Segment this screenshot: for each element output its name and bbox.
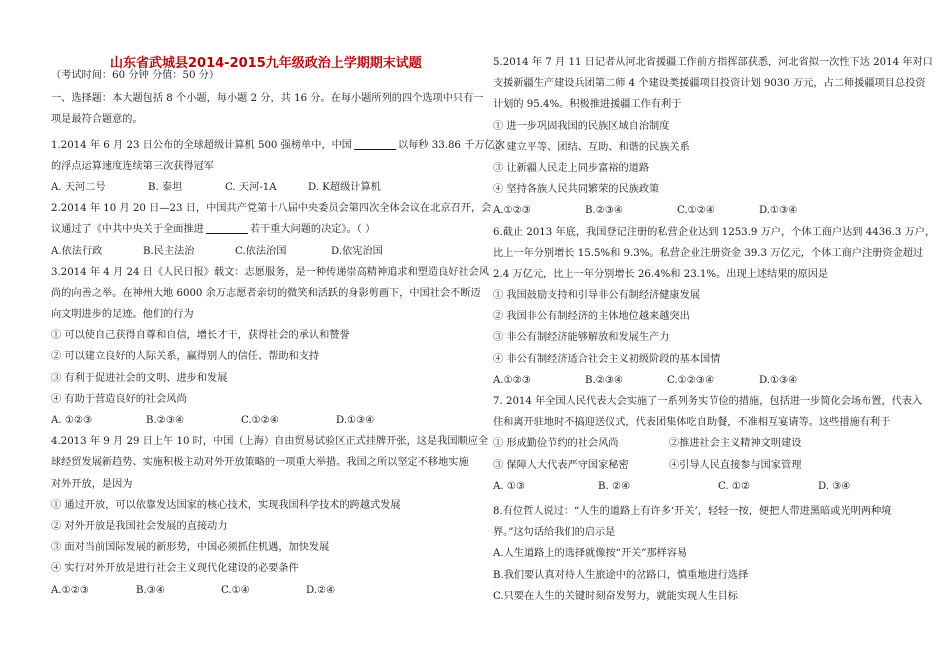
question-2-line: 2.2014 年 10 月 20 日—23 日，中国共产党第十八届中央委员会第四次全体会议在北京召开，会	[51, 203, 492, 215]
option-c: C.依法治国	[235, 245, 287, 257]
option-a: A.①②③	[51, 584, 89, 596]
choice-item: ④引导人民直接参与国家管理	[669, 459, 802, 471]
choice-item: A.人生道路上的选择就像按“开关”那样容易	[493, 548, 688, 560]
question-text: 以每秒 33.86 千万亿次	[397, 139, 505, 151]
option-a: A.依法行政	[51, 245, 103, 257]
choice-item: ① 可以使自己获得自尊和自信，增长才干，获得社会的承认和赞誉	[51, 330, 350, 342]
choice-item: ④ 实行对外开放是进行社会主义现代化建设的必要条件	[51, 563, 299, 575]
option-a: A. 天河二号	[51, 181, 106, 193]
question-3-line: 向文明进步的足迹。他们的行为	[51, 309, 194, 321]
question-7-line: 住和离开驻地时不搞迎送仪式，代表团集体吃自助餐，不准相互宴请等。这些措施有利于	[493, 417, 891, 429]
question-text: 若干重大问题的决定》。（ ）	[249, 224, 376, 236]
choice-item: ② 我国非公有制经济的主体地位越来越突出	[493, 311, 690, 323]
question-6-options	[493, 370, 905, 391]
question-1-options	[51, 177, 461, 198]
choice-item: ① 进一步巩固我国的民族区域自治制度	[493, 120, 670, 132]
question-5-line: 计划的 95.4%。积极推进援疆工作有利于	[493, 99, 682, 111]
option-c: C. 天河-1A	[225, 181, 277, 193]
answer-blank	[354, 138, 396, 150]
option-d: D.①③④	[336, 415, 375, 426]
left-column	[51, 65, 505, 601]
option-d: D.①③④	[759, 205, 798, 217]
choice-item: B.我们要认真对待人生旅途中的岔路口，慎重地进行选择	[493, 569, 749, 581]
choice-item: ① 我国鼓励支持和引导非公有制经济健康发展	[493, 290, 700, 302]
question-6-line: 2.4 万亿元，比上一年分别增长 26.4%和 23.1%。出现上述结果的原因是	[493, 268, 829, 280]
option-d: D.①③④	[759, 374, 798, 386]
question-2-line	[51, 219, 461, 240]
option-a: A.①②③	[493, 374, 531, 386]
section-instructions-line: 一、选择题：本大题包括 8 个小题，每小题 2 分，共 16 分。在每小题所列的四个选项中只有一	[51, 93, 484, 105]
option-c: C.①④	[221, 584, 250, 596]
answer-blank	[206, 222, 248, 234]
option-b: B. 泰坦	[148, 181, 183, 193]
choice-item: ③ 面对当前国际发展的新形势，中国必须抓住机遇，加快发展	[51, 542, 330, 554]
option-d: D.②④	[306, 584, 336, 596]
option-b: B.民主法治	[143, 245, 195, 257]
option-d: D. K超级计算机	[308, 181, 381, 193]
question-8-line: 界。”这句话给我们的启示是	[493, 527, 616, 539]
option-a: A.①②③	[493, 205, 531, 217]
question-5-line: 支援新疆生产建设兵团第二师 4 个建设类援疆项目投资计划 9030 万元，占二师援疆项目总投资	[493, 78, 926, 90]
question-3-line: 3.2014 年 4 月 24 日《人民日报》载文：志愿服务，是一种传递崇高精神追求和塑造良好社会风	[51, 266, 490, 278]
option-c: C. ①②	[718, 480, 751, 492]
question-text: 1.2014 年 6 月 23 日公布的全球超级计算机 500 强榜单中，中国	[51, 139, 352, 151]
choice-item: ③ 有利于促进社会的文明、进步和发展	[51, 372, 228, 384]
question-7-choice-row	[493, 455, 905, 476]
choice-item: ④ 坚持各族人民共同繁荣的民族政策	[493, 184, 660, 196]
question-1-line	[51, 135, 505, 156]
question-3-options	[51, 410, 461, 431]
option-b: B.③④	[136, 584, 165, 596]
option-c: C.①②④	[677, 205, 716, 217]
choice-item: ②推进社会主义精神文明建设	[669, 438, 802, 450]
option-c: C.①②④	[241, 415, 280, 426]
option-d: D. ③④	[818, 480, 851, 492]
choice-item: C.只要在人生的关键时刻奋发努力，就能实现人生目标	[493, 590, 738, 602]
question-6-line: 6.截止 2013 年底，我国登记注册的私营企业达到 1253.9 万户，个体工商户达到 4436.3 万户，	[493, 226, 936, 238]
choice-item: ④ 有助于营造良好的社会风尚	[51, 393, 187, 405]
question-4-options	[51, 580, 461, 601]
paper-title: 山东省武城县2014-2015九年级政治上学期期末试题	[110, 56, 422, 71]
question-7-choice-row	[493, 433, 905, 454]
choice-item: ③ 非公有制经济能够解放和发展生产力	[493, 332, 670, 344]
option-a: A. ①③	[493, 480, 526, 492]
question-5-line: 5.2014 年 7 月 11 日记者从河北省援疆工作前方指挥部获悉，河北省拟一次性下达 2014 年对口	[493, 57, 933, 68]
choice-item: ④ 非公有制经济适合社会主义初级阶段的基本国情	[493, 353, 721, 365]
choice-item: ③ 让新疆人民走上同步富裕的道路	[493, 162, 650, 174]
option-b: B. ②④	[598, 480, 631, 492]
exam-info: （考试时间：60 分钟 分值：50 分）	[51, 70, 220, 81]
choice-item: ① 通过开放，可以依靠发达国家的核心技术，实现我国科学技术的跨越式发展	[51, 499, 401, 511]
right-column	[493, 52, 936, 607]
section-instructions-line: 项是最符合题意的。	[51, 114, 143, 126]
choice-item: ② 可以建立良好的人际关系，赢得别人的信任、帮助和支持	[51, 351, 320, 363]
option-a: A. ①②③	[51, 415, 93, 426]
question-3-line: 尚的向善之举。在神州大地 6000 余万志愿者亲切的微笑和活跃的身影剪画下，中国社会不断迈	[51, 287, 481, 299]
question-2-options	[51, 241, 461, 262]
option-c: C.①②③④	[667, 374, 715, 386]
question-4-line: 球经贸发展新趋势、实施积极主动对外开放策略的一项重大举措。我国之所以坚定不移地实施	[51, 457, 469, 469]
option-b: B.②③④	[585, 374, 624, 386]
question-7-line: 7. 2014 年全国人民代表大会实施了一系列务实节俭的措施，包括进一步简化会场布置，代表入	[493, 396, 923, 407]
question-4-line: 对外开放，是因为	[51, 478, 133, 490]
question-1-line: 的浮点运算速度连续第三次获得冠军	[51, 160, 214, 172]
option-b: B.②③④	[585, 205, 624, 217]
question-8-line: 8.有位哲人说过：“人生的道路上有许多‘开关’，轻轻一按，便把人带进黑暗或光明两种境	[493, 505, 892, 517]
question-6-line: 比上一年分别增长 15.5%和 9.3%。私营企业注册资金 39.3 万亿元，个体工商户注册资金超过	[493, 247, 924, 259]
choice-item: ② 对外开放是我国社会发展的直接动力	[51, 520, 228, 532]
question-7-options	[493, 476, 905, 497]
choice-item: ① 形成勤俭节约的社会风尚	[493, 438, 619, 450]
question-5-options	[493, 200, 905, 221]
choice-item: ③ 保障人大代表严守国家秘密	[493, 459, 629, 471]
question-4-line: 4.2013 年 9 月 29 日上午 10 时，中国（上海）自由贸易试验区正式挂牌开张，这是我国顺应全	[51, 436, 489, 448]
option-d: D.依宪治国	[331, 245, 383, 257]
option-b: B.②③④	[146, 415, 185, 426]
choice-item: ② 建立平等、团结、互助、和谐的民族关系	[493, 141, 690, 153]
question-text: 议通过了《中共中央关于全面推进	[51, 224, 204, 236]
